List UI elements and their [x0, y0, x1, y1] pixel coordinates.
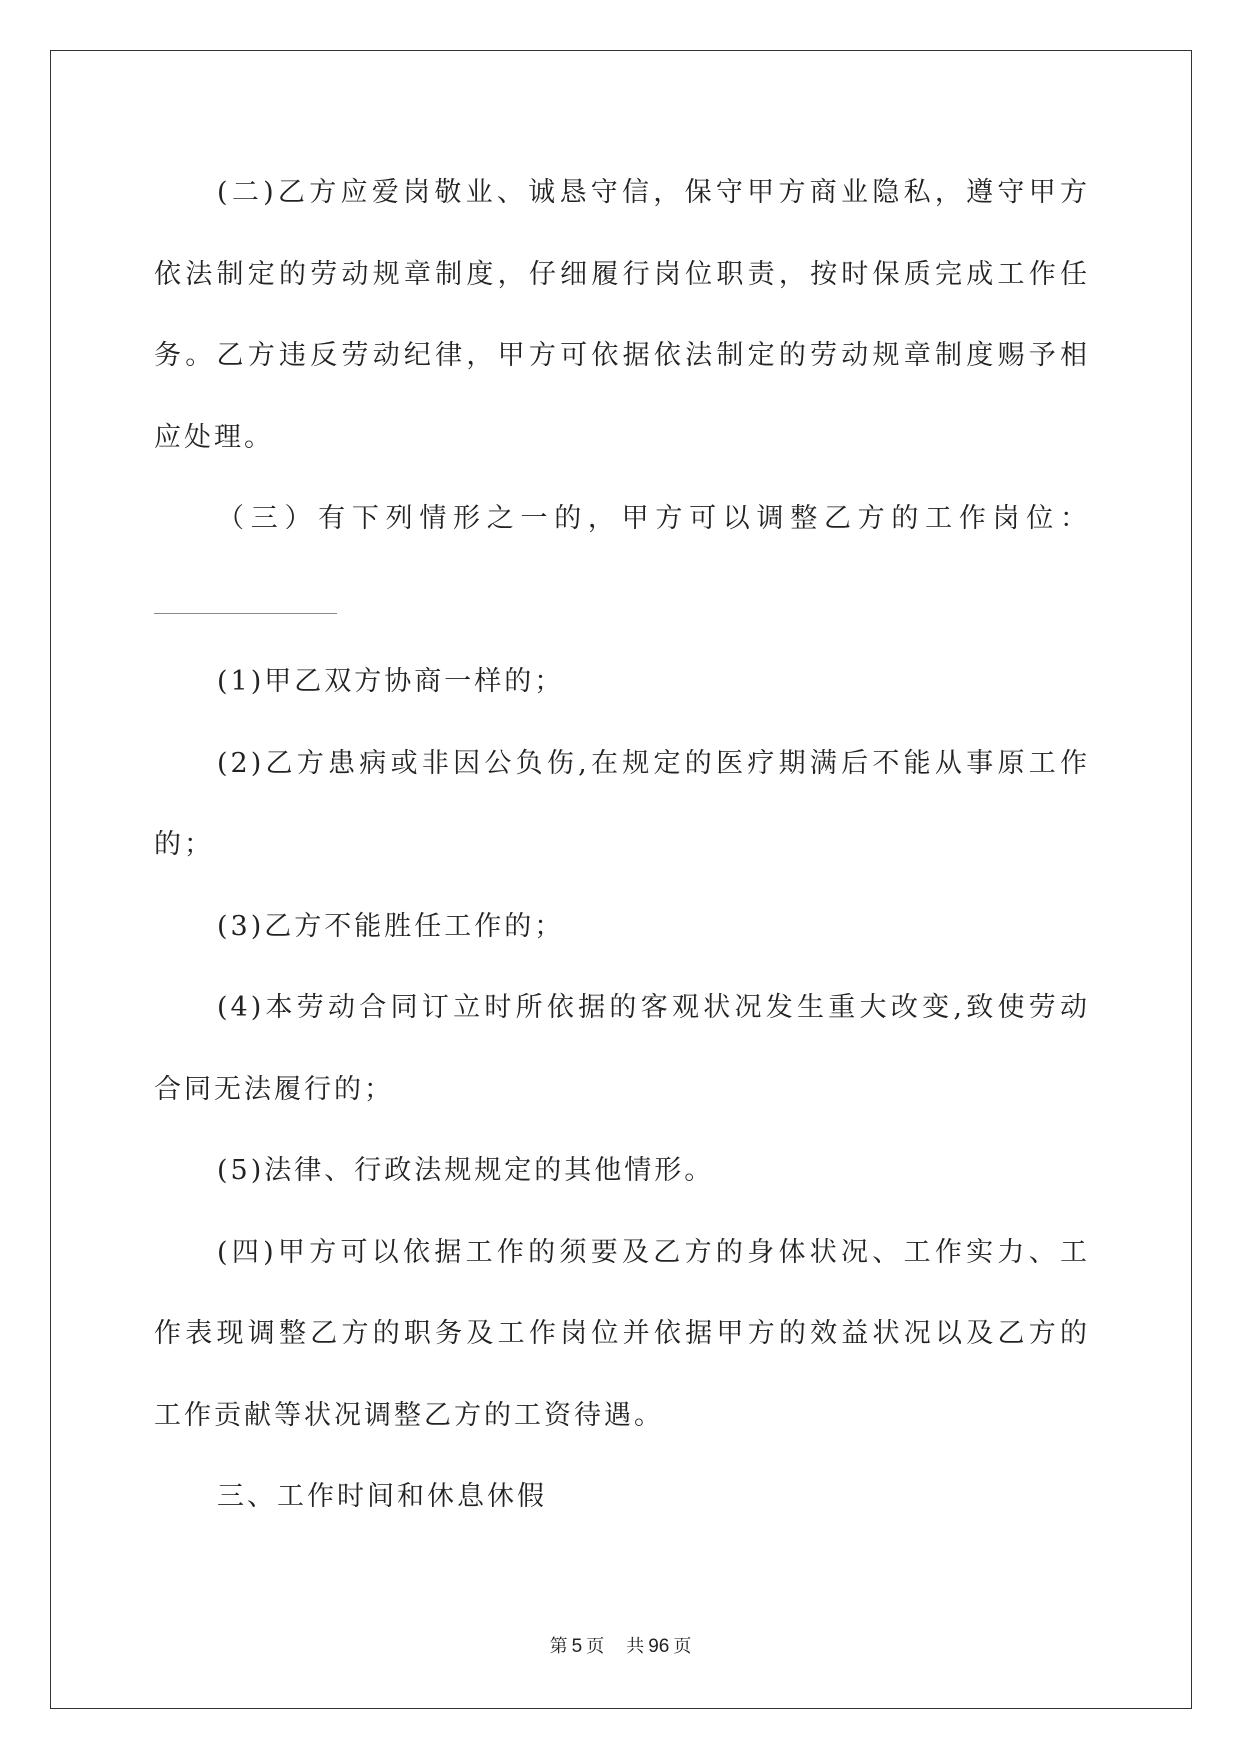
blank-underline: [154, 613, 337, 614]
paragraph-line: (3)乙方不能胜任工作的；: [217, 910, 565, 942]
page-prefix: 第: [549, 1636, 568, 1657]
page-footer: [0, 1635, 1241, 1659]
section-heading: 三、工作时间和休息休假: [217, 1481, 547, 1512]
item-4-paragraph: [154, 967, 1090, 1130]
paragraph-line: （三）有下列情形之一的，甲方可以调整乙方的工作岗位：: [217, 503, 1090, 534]
paragraph-line: (5)法律、行政法规规定的其他情形。: [217, 1155, 715, 1186]
total-pages: 96: [648, 1636, 670, 1657]
paragraph-line: (2)乙方患病或非因公负伤,在规定的医疗期满后不能从事原工作: [217, 747, 1090, 779]
paragraph-line: (4)本劳动合同订立时所依据的客观状况发生重大改变,致使劳动: [217, 992, 1090, 1023]
paragraph-line: (二)乙方应爱岗敬业、诚恳守信，保守甲方商业隐私，遵守甲方: [217, 177, 1090, 208]
document-body: [154, 152, 1090, 1538]
paragraph-line: 应处理。: [154, 421, 274, 453]
paragraph-line: 作表现调整乙方的职务及工作岗位并依据甲方的效益状况以及乙方的: [154, 1318, 1090, 1349]
paragraph-line: 合同无法履行的；: [154, 1073, 394, 1105]
total-prefix: 共: [626, 1636, 645, 1657]
page-suffix: 页: [586, 1636, 605, 1657]
blank-underline-slot: [154, 560, 1090, 642]
item-1-paragraph: [154, 641, 1090, 723]
paragraph-line: 依法制定的劳动规章制度，仔细履行岗位职责，按时保质完成工作任: [154, 258, 1090, 290]
item-3-paragraph: [154, 886, 1090, 968]
paragraph-line: 工作贡献等状况调整乙方的工资待遇。: [154, 1399, 664, 1431]
item-2-paragraph: [154, 723, 1090, 886]
clause-3-paragraph: [154, 478, 1090, 641]
item-5-paragraph: [154, 1130, 1090, 1212]
page-number: 5: [571, 1636, 583, 1657]
paragraph-line: (1)甲乙双方协商一样的；: [217, 666, 565, 697]
paragraph-line: 务。乙方违反劳动纪律，甲方可依据依法制定的劳动规章制度赐予相: [154, 340, 1090, 371]
paragraph-line: 的；: [154, 829, 214, 860]
paragraph-line: (四)甲方可以依据工作的须要及乙方的身体状况、工作实力、工: [217, 1236, 1090, 1268]
section-3-heading: [154, 1456, 1090, 1538]
clause-2-paragraph: [154, 152, 1090, 478]
total-suffix: 页: [673, 1636, 692, 1657]
clause-4-paragraph: [154, 1212, 1090, 1457]
